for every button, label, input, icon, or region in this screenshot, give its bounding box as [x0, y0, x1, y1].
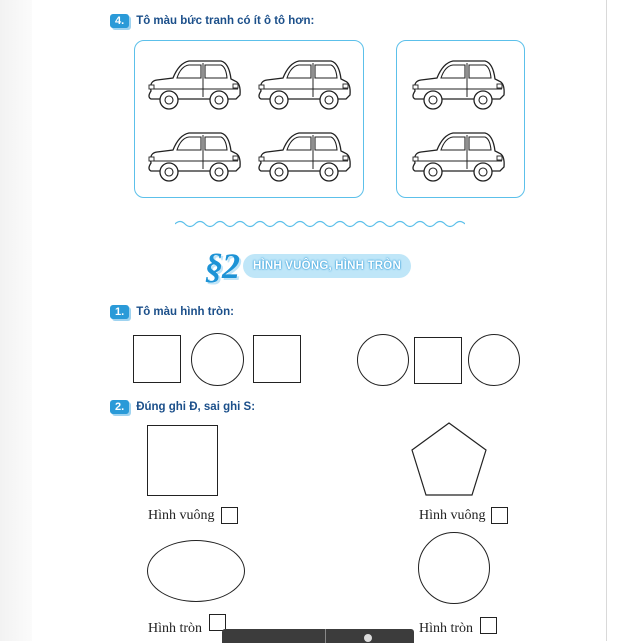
answer-box-square[interactable] — [221, 507, 238, 524]
shape-circle[interactable] — [357, 334, 409, 386]
shape-circle[interactable] — [191, 333, 244, 386]
shape-square[interactable] — [133, 335, 181, 383]
exercise-2-heading — [110, 400, 255, 414]
exercise-2-number: 2. — [110, 400, 129, 414]
car-group-two[interactable] — [396, 40, 525, 198]
exercise-4-number: 4. — [110, 14, 129, 28]
shape-pentagon — [410, 420, 488, 498]
exercise-1-instruction: Tô màu hình tròn: — [136, 306, 234, 318]
caption-oval: Hình tròn — [148, 621, 203, 636]
car-icon — [407, 123, 507, 187]
caption-square: Hình vuông — [148, 508, 215, 523]
caption-circle: Hình tròn — [419, 621, 474, 636]
exercise-4-instruction: Tô màu bức tranh có ít ô tô hơn: — [136, 15, 315, 27]
answer-box-circle[interactable] — [480, 617, 497, 634]
car-icon — [253, 51, 353, 115]
answer-box-pentagon[interactable] — [491, 507, 508, 524]
page-gutter-left — [0, 0, 32, 641]
section-title: HÌNH VUÔNG, HÌNH TRÒN — [243, 254, 411, 278]
car-icon — [253, 123, 353, 187]
exercise-4-heading — [110, 14, 314, 28]
shape-circle[interactable] — [468, 334, 520, 386]
car-icon — [143, 51, 243, 115]
car-icon — [143, 123, 243, 187]
shape-square[interactable] — [253, 335, 301, 383]
caption-pentagon: Hình vuông — [419, 508, 486, 523]
exercise-1-heading — [110, 305, 234, 319]
wavy-divider — [175, 218, 465, 230]
shape-oval — [147, 540, 245, 602]
shape-circle-large — [418, 532, 490, 604]
exercise-2-instruction: Đúng ghi Đ, sai ghi S: — [136, 401, 256, 413]
section-number: §2 — [205, 246, 239, 286]
exercise-1-number: 1. — [110, 305, 129, 319]
page-gutter-right — [606, 0, 641, 641]
car-icon — [407, 51, 507, 115]
shape-square-large — [147, 425, 218, 496]
shape-square[interactable] — [414, 337, 462, 384]
car-group-four[interactable] — [134, 40, 364, 198]
section-heading — [205, 246, 411, 286]
